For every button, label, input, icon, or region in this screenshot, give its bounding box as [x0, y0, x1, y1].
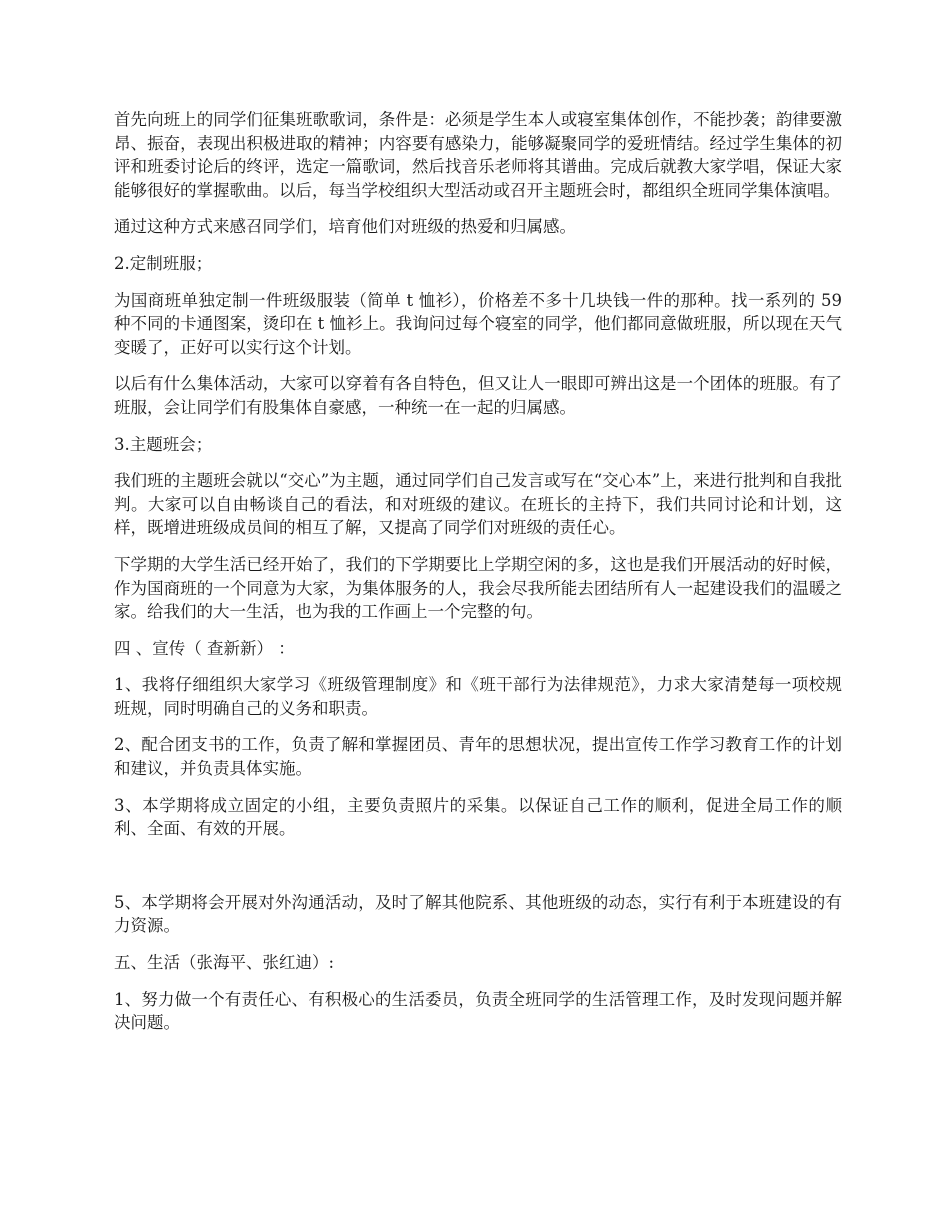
paragraph-theme-meeting: 我们班的主题班会就以“交心”为主题，通过同学们自己发言或写在“交心本”上，来进行批判和自我批判。大家可以自由畅谈自己的看法，和对班级的建议。在班长的主持下，我们共同讨论和计划，这样，既增进班级成员间的相互了解，又提高了同学们对班级的责任心。	[114, 471, 842, 538]
list-item-publicity-5: 5、本学期将会开展对外沟通活动，及时了解其他院系、其他班级的动态，实行有利于本班建设的有力资源。	[114, 892, 842, 936]
heading-life: 五、生活（张海平、张红迪）:	[114, 953, 335, 973]
document-page	[114, 108, 842, 1048]
list-item-publicity-3: 3、本学期将成立固定的小组，主要负责照片的采集。以保证自己工作的顺利，促进全局工作的顺利、全面、有效的开展。	[114, 795, 842, 839]
list-item-publicity-2: 2、配合团支书的工作，负责了解和掌握团员、青年的思想状况，提出宣传工作学习教育工作的计划和建议，并负责具体实施。	[114, 735, 842, 779]
paragraph-next-semester: 下学期的大学生活已经开始了，我们的下学期要比上学期空闲的多，这也是我们开展活动的好时候，作为国商班的一个同意为大家，为集体服务的人，我会尽我所能去团结所有人一起建设我们的温暖之家。给我们的大一生活，也为我的工作画上一个完整的句。	[114, 554, 842, 622]
paragraph-belonging: 通过这种方式来感召同学们，培育他们对班级的热爱和归属感。	[114, 217, 576, 237]
list-item-life-1: 1、努力做一个有责任心、有积极心的生活委员，负责全班同学的生活管理工作，及时发现问题并解决问题。	[114, 989, 842, 1033]
paragraph-uniform-benefit: 以后有什么集体活动，大家可以穿着有各自特色，但又让人一眼即可辨出这是一个团体的班服。有了班服，会让同学们有股集体自豪感，一种统一在一起的归属感。	[114, 374, 842, 417]
paragraph-song-collection: 首先向班上的同学们征集班歌歌词，条件是：必须是学生本人或寝室集体创作，不能抄袭；韵律要激昂、振奋，表现出积极进取的精神；内容要有感染力，能够凝聚同学的爱班情结。经过学生集体的初评和班委讨论后的终评，选定一篇歌词，然后找音乐老师将其谱曲。完成后就教大家学唱，保证大家能够很好的掌握歌曲。以后，每当学校组织大型活动或召开主题班会时，都组织全班同学集体演唱。	[114, 110, 842, 200]
heading-class-uniform: 2.定制班服；	[114, 253, 213, 273]
list-item-publicity-1: 1、我将仔细组织大家学习《班级管理制度》和《班干部行为法律规范》，力求大家清楚每一项校规班规，同时明确自己的义务和职责。	[114, 675, 842, 718]
heading-publicity: 四 、宣传（ 查新新） ：	[114, 638, 295, 658]
heading-theme-meeting: 3.主题班会；	[114, 434, 213, 454]
paragraph-uniform-plan: 为国商班单独定制一件班级服装（简单 t 恤衫），价格差不多十几块钱一件的那种。找一系列的 59 种不同的卡通图案，烫印在 t 恤衫上。我询问过每个寝室的同学，他们都同意做班服，所以现在天气变暖了，正好可以实行这个计划。	[114, 290, 842, 357]
